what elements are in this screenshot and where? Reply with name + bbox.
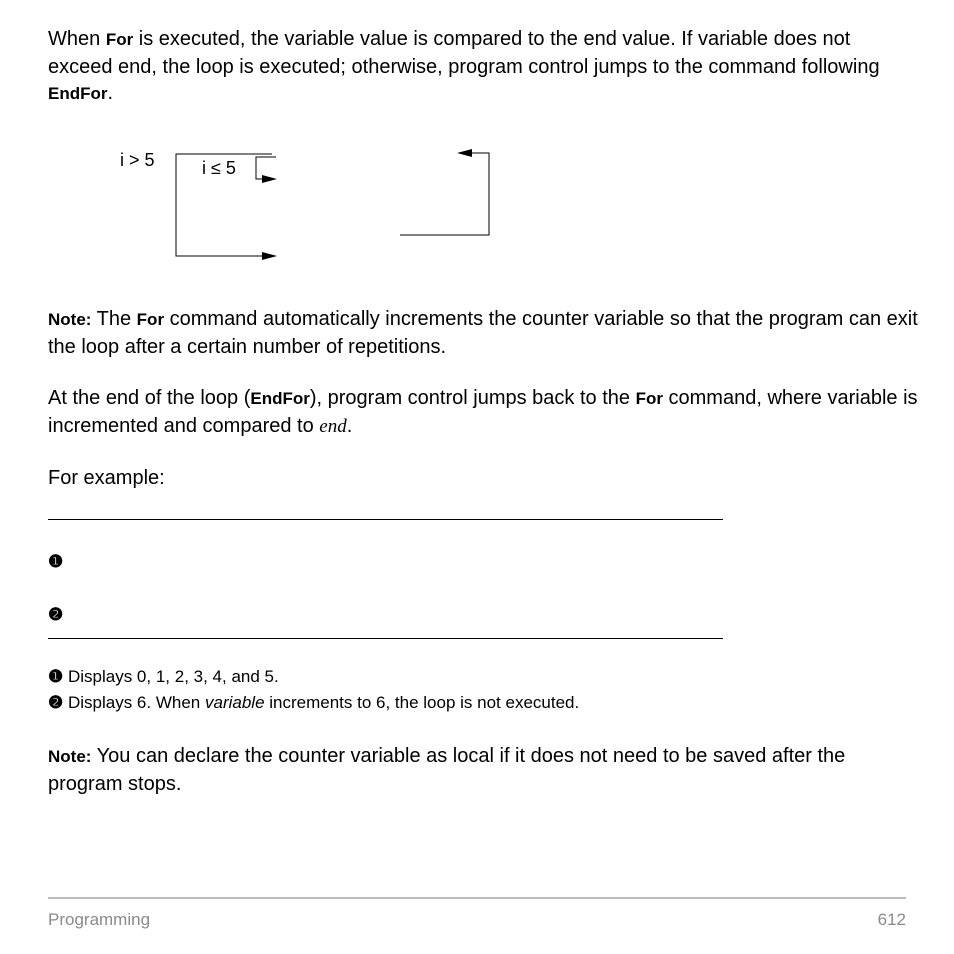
return-arrowhead (457, 149, 472, 157)
footnote-2 (48, 692, 579, 714)
keyword-for: For (136, 310, 165, 329)
intro-text-2: is executed, the variable value is compared to the end value. If variable does not exceed end, the loop is executed; otherwise, program control jumps to the command following (48, 28, 880, 78)
note-label: Note: (48, 747, 92, 766)
intro-text-1: When (48, 28, 106, 50)
keyword-for: For (635, 389, 663, 408)
intro-text-3: . (107, 82, 114, 104)
note-label: Note: (48, 310, 92, 329)
exit-condition-label: i > 5 (120, 150, 155, 170)
example-bottom-rule (48, 638, 723, 639)
note2-text: You can declare the counter variable as local if it does not need to be saved after the program stops. (48, 745, 846, 795)
loop-end-paragraph (48, 385, 918, 440)
footnote-2-variable: variable (204, 693, 265, 712)
loop-end-text-2: ), program control jumps back to the (309, 387, 636, 409)
footnote-2-text-2: increments to 6, the loop is not executed. (264, 693, 580, 712)
example-marker-2: ❷ (48, 605, 64, 624)
loop-condition-label: i ≤ 5 (202, 158, 236, 178)
footer-section-title: Programming (48, 910, 151, 929)
loop-entry-line (256, 157, 276, 179)
loop-arrowhead (262, 175, 277, 183)
exit-arrowhead (262, 252, 277, 260)
keyword-endfor: EndFor (250, 389, 310, 408)
footnote-1 (48, 666, 279, 688)
loop-end-text-4: . (346, 414, 353, 437)
footnote-1-text: Displays 0, 1, 2, 3, 4, and 5. (63, 667, 279, 686)
footer-page-number: 612 (877, 910, 906, 929)
keyword-for: For (105, 30, 134, 49)
loop-end-text-3: command, where variable is incremented and compared to (48, 387, 918, 437)
footer-divider (48, 897, 906, 899)
return-path-line (400, 153, 489, 235)
end-variable: end (319, 415, 347, 437)
keyword-endfor: EndFor (48, 84, 108, 103)
footnote-2-marker: ❷ (48, 693, 64, 712)
footnote-1-marker: ❶ (48, 667, 64, 686)
footnote-2-text-1: Displays 6. When (63, 693, 205, 712)
note-paragraph-2 (48, 743, 918, 797)
note-paragraph-1 (48, 306, 918, 360)
example-top-rule (48, 519, 723, 520)
example-marker-1: ❶ (48, 552, 64, 571)
example-label: For example: (48, 467, 165, 489)
loop-end-text-1: At the end of the loop ( (48, 387, 251, 409)
note1-text-1: The (91, 308, 137, 330)
note1-text-2: command automatically increments the counter variable so that the program can exit the loop after a certain number of repetitions. (48, 308, 918, 358)
